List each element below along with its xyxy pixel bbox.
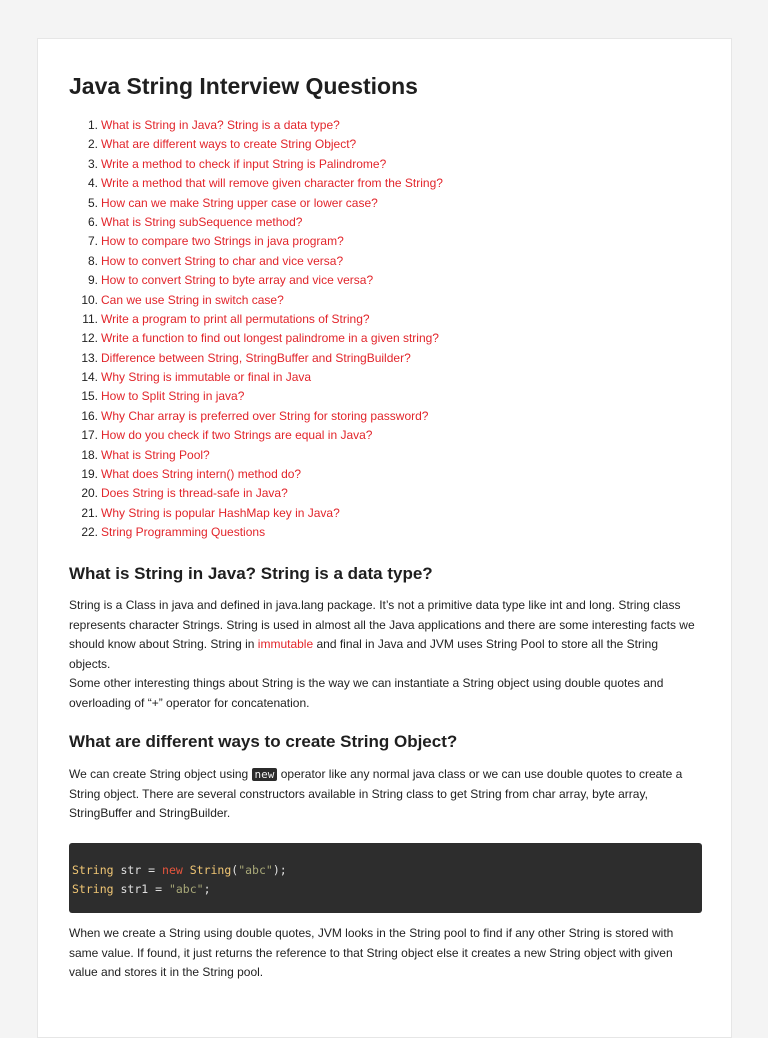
toc-item	[69, 349, 689, 368]
toc-item-number: 7.	[87, 234, 98, 249]
section-heading-create-string-object: What are different ways to create String Object?	[69, 732, 458, 751]
toc-item-number: 13.	[81, 350, 98, 365]
toc-item-number: 1.	[87, 118, 98, 132]
toc-item-number: 12.	[81, 331, 98, 346]
toc-item-number: 20.	[81, 486, 98, 501]
toc-item	[69, 407, 689, 426]
toc-item	[69, 174, 689, 193]
toc-link[interactable]: Write a method to check if input String is Palindrome?	[101, 156, 387, 171]
toc-item-number: 6.	[87, 214, 98, 229]
page-title: Java String Interview Questions	[69, 73, 418, 99]
toc-item-number: 17.	[81, 428, 98, 443]
toc-item	[69, 252, 689, 271]
immutable-link[interactable]: immutable	[257, 637, 314, 651]
section-paragraph: When we create a String using double quotes, JVM looks in the String pool to find if any other String is stored with same value. If found, it just returns the reference to that String object else it creates a new String object with given value and stores it in the String pool.	[69, 926, 674, 979]
toc-item-number: 14.	[81, 370, 98, 385]
toc-item-number: 2.	[87, 137, 98, 152]
toc-link[interactable]: How to compare two Strings in java program?	[101, 234, 344, 249]
toc-item	[69, 329, 689, 348]
toc-item-number: 22.	[81, 525, 98, 540]
toc-link[interactable]: Write a program to print all permutations of String?	[101, 311, 370, 326]
toc-item	[69, 194, 689, 213]
toc-link[interactable]: Write a method that will remove given character from the String?	[101, 176, 443, 191]
toc-item	[69, 155, 689, 174]
code-line: String str = new String("abc");	[72, 863, 287, 877]
toc-link[interactable]: What is String Pool?	[101, 447, 210, 462]
toc-item-number: 11.	[82, 311, 98, 326]
code-line: String str1 = "abc";	[72, 882, 211, 896]
toc-item	[69, 310, 689, 329]
toc-item-number: 21.	[81, 505, 98, 520]
toc-item-number: 15.	[81, 389, 98, 404]
table-of-contents	[69, 116, 689, 543]
toc-item	[69, 368, 689, 387]
toc-link[interactable]: How can we make String upper case or lower case?	[101, 195, 378, 210]
section-paragraph: We can create String object using new operator like any normal java class or we can use double quotes to create a String object. There are several constructors available in String class to get String from char array, byte array, StringBuffer and StringBuilder.	[69, 767, 683, 820]
toc-item	[69, 232, 689, 251]
toc-link[interactable]: String Programming Questions	[101, 525, 266, 540]
toc-item-number: 16.	[81, 408, 98, 423]
toc-item	[69, 484, 689, 503]
toc-item	[69, 523, 689, 542]
toc-item-number: 10.	[81, 292, 98, 307]
code-block	[69, 843, 702, 913]
toc-link[interactable]: What are different ways to create String Object?	[101, 137, 357, 152]
inline-code-new: new	[252, 768, 278, 781]
toc-item	[69, 504, 689, 523]
toc-link[interactable]: Why String is immutable or final in Java	[101, 370, 312, 385]
toc-item	[69, 271, 689, 290]
toc-link[interactable]: Can we use String in switch case?	[101, 292, 284, 307]
toc-link[interactable]: How to convert String to byte array and vice versa?	[101, 273, 374, 288]
toc-link[interactable]: Why String is popular HashMap key in Java?	[101, 505, 340, 520]
toc-item-number: 9.	[87, 273, 98, 288]
toc-item	[69, 116, 689, 135]
toc-item	[69, 426, 689, 445]
toc-item-number: 8.	[87, 253, 98, 268]
section-paragraph: String is a Class in java and defined in java.lang package. It’s not a primitive data type like int and long. String class represents character Strings. String is used in almost all the Java applications and there are some interesting facts we should know about String. String in immutable and final in Java and JVM uses String Pool to store all the String objects. Some other interesting things about String is the way we can instantiate a String object using double quotes and overloading of “+” operator for concatenation.	[69, 598, 695, 710]
toc-item-number: 18.	[81, 447, 98, 462]
toc-item	[69, 135, 689, 154]
toc-item-number: 19.	[81, 467, 98, 482]
toc-link[interactable]: How to convert String to char and vice versa?	[101, 253, 344, 268]
toc-item-number: 5.	[87, 195, 98, 210]
toc-item	[69, 213, 689, 232]
toc-item	[69, 387, 689, 406]
toc-link[interactable]: How do you check if two Strings are equal in Java?	[101, 428, 373, 443]
toc-item	[69, 465, 689, 484]
toc-item	[69, 446, 689, 465]
toc-link[interactable]: Difference between String, StringBuffer and StringBuilder?	[101, 350, 411, 365]
toc-link[interactable]: How to Split String in java?	[101, 389, 245, 404]
toc-link[interactable]: What does String intern() method do?	[101, 467, 302, 482]
toc-link[interactable]: Write a function to find out longest palindrome in a given string?	[101, 331, 439, 346]
article-page	[37, 38, 732, 1038]
toc-item	[69, 291, 689, 310]
toc-link[interactable]: Why Char array is preferred over String for storing password?	[101, 408, 429, 423]
toc-link[interactable]: Does String is thread-safe in Java?	[101, 486, 288, 501]
toc-item-number: 3.	[87, 156, 98, 171]
section-heading-string-data-type: What is String in Java? String is a data type?	[69, 564, 433, 583]
toc-link[interactable]: What is String subSequence method?	[101, 214, 303, 229]
toc-item-number: 4.	[87, 176, 98, 191]
toc-link[interactable]: What is String in Java? String is a data type?	[101, 118, 340, 132]
